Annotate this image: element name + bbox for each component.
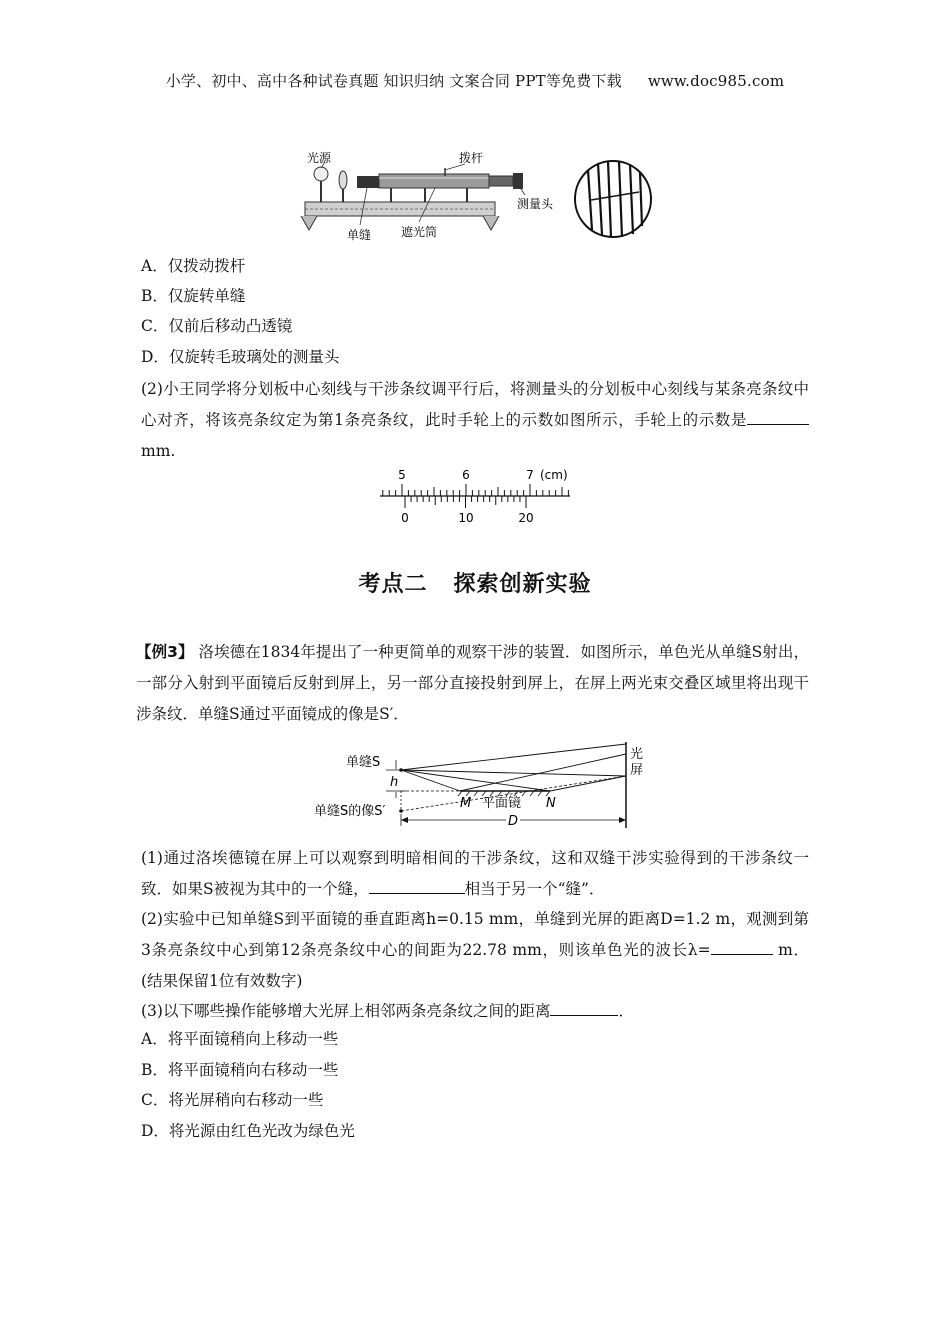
ex3-q1-text: (1)通过洛埃德镜在屏上可以观察到明暗相间的干涉条纹，这和双缝干涉实验得到的干涉条纹一致．如果S被视为其中的一个缝， [141,849,809,898]
ex3-q2-tail: m．(结果保留1位有效数字) [141,941,810,990]
q2-unit: mm. [141,442,176,460]
label-single-slit: 单缝 [347,228,372,242]
page-header [0,70,950,91]
option-a: A．仅拨动拨杆 [141,257,246,275]
vernier-label-10: 10 [458,511,474,525]
ex3-q3-tail: ． [618,1002,634,1020]
label-measuring-head: 测量头 [517,197,554,211]
main-label-5: 5 [398,468,406,482]
ex3-question-2 [141,904,809,997]
label-m: M [460,796,472,811]
option-c: C．仅前后移动凸透镜 [141,317,293,335]
option-d: D．仅旋转毛玻璃处的测量头 [141,348,340,366]
example-text: 洛埃德在1834年提出了一种更简单的观察干涉的装置．如图所示，单色光从单缝S射出，一部分入射到平面镜后反射到屏上，另一部分直接投射到屏上，在屏上两光束交叠区域里将出现干涉条纹．单缝S通过平面镜成的像是S′． [136,643,809,723]
header-text: 小学、初中、高中各种试卷真题 知识归纳 文案合同 PPT等免费下载 [165,72,622,90]
lloyd-mirror-figure [310,740,655,835]
header-url: www.doc985.com [647,72,785,90]
scale-unit: (cm) [540,468,568,482]
label-slit-s: 单缝S [346,755,381,770]
example-3 [136,637,809,730]
option-b: B．仅旋转单缝 [141,287,246,305]
ex3-question-1 [141,843,809,905]
label-mirror: 平面镜 [482,796,522,811]
ex3-option-b: B．将平面镜稍向右移动一些 [141,1061,339,1079]
example-label: 【例3】 [136,643,194,661]
main-label-7: 7 [526,468,534,482]
vernier-label-0: 0 [401,511,409,525]
ex3-option-a: A．将平面镜稍向上移动一些 [141,1030,339,1048]
ex3-option-d: D．将光源由红色光改为绿色光 [141,1122,355,1140]
label-light-tube: 遮光筒 [401,225,438,239]
label-screen-1: 光 [630,747,644,762]
ex3-q2-text: (2)实验中已知单缝S到平面镜的垂直距离h=0.15 mm，单缝到光屏的距离D=1.2 m，观测到第3条亮条纹中心到第12条亮条纹中心的间距为22.78 mm，则该单色光的波长λ= [141,910,809,959]
ex3-q1-blank[interactable] [369,877,465,894]
label-h: h [390,775,399,790]
ex3-question-3 [141,996,809,1027]
main-label-6: 6 [462,468,470,482]
label-screen-2: 屏 [630,763,644,778]
section-part2: 探索创新实验 [453,572,592,597]
label-light-source: 光源 [307,151,332,165]
ex3-option-c: C．将光屏稍向右移动一些 [141,1091,324,1109]
vernier-label-20: 20 [518,511,534,525]
question-2 [141,374,809,467]
apparatus-figure [295,140,655,250]
section-title [0,567,950,598]
answer-blank[interactable] [747,408,809,425]
ex3-q3-blank[interactable] [550,999,618,1016]
section-part1: 考点二 [358,572,428,597]
label-n: N [546,796,556,811]
vernier-scale [378,466,578,528]
q2-text: (2)小王同学将分划板中心刻线与干涉条纹调平行后，将测量头的分划板中心刻线与某条亮条纹中心对齐，将该亮条纹定为第1条亮条纹，此时手轮上的示数如图所示，手轮上的示数是 [141,380,809,429]
ex3-q1-tail: 相当于另一个“缝”． [464,880,605,898]
label-lever: 拨杆 [459,151,484,165]
label-d: D [508,814,519,829]
ex3-q2-blank[interactable] [711,938,773,955]
ex3-q3-text: (3)以下哪些操作能够增大光屏上相邻两条亮条纹之间的距离 [141,1002,551,1020]
label-image-s: 单缝S的像S′ [314,804,386,819]
